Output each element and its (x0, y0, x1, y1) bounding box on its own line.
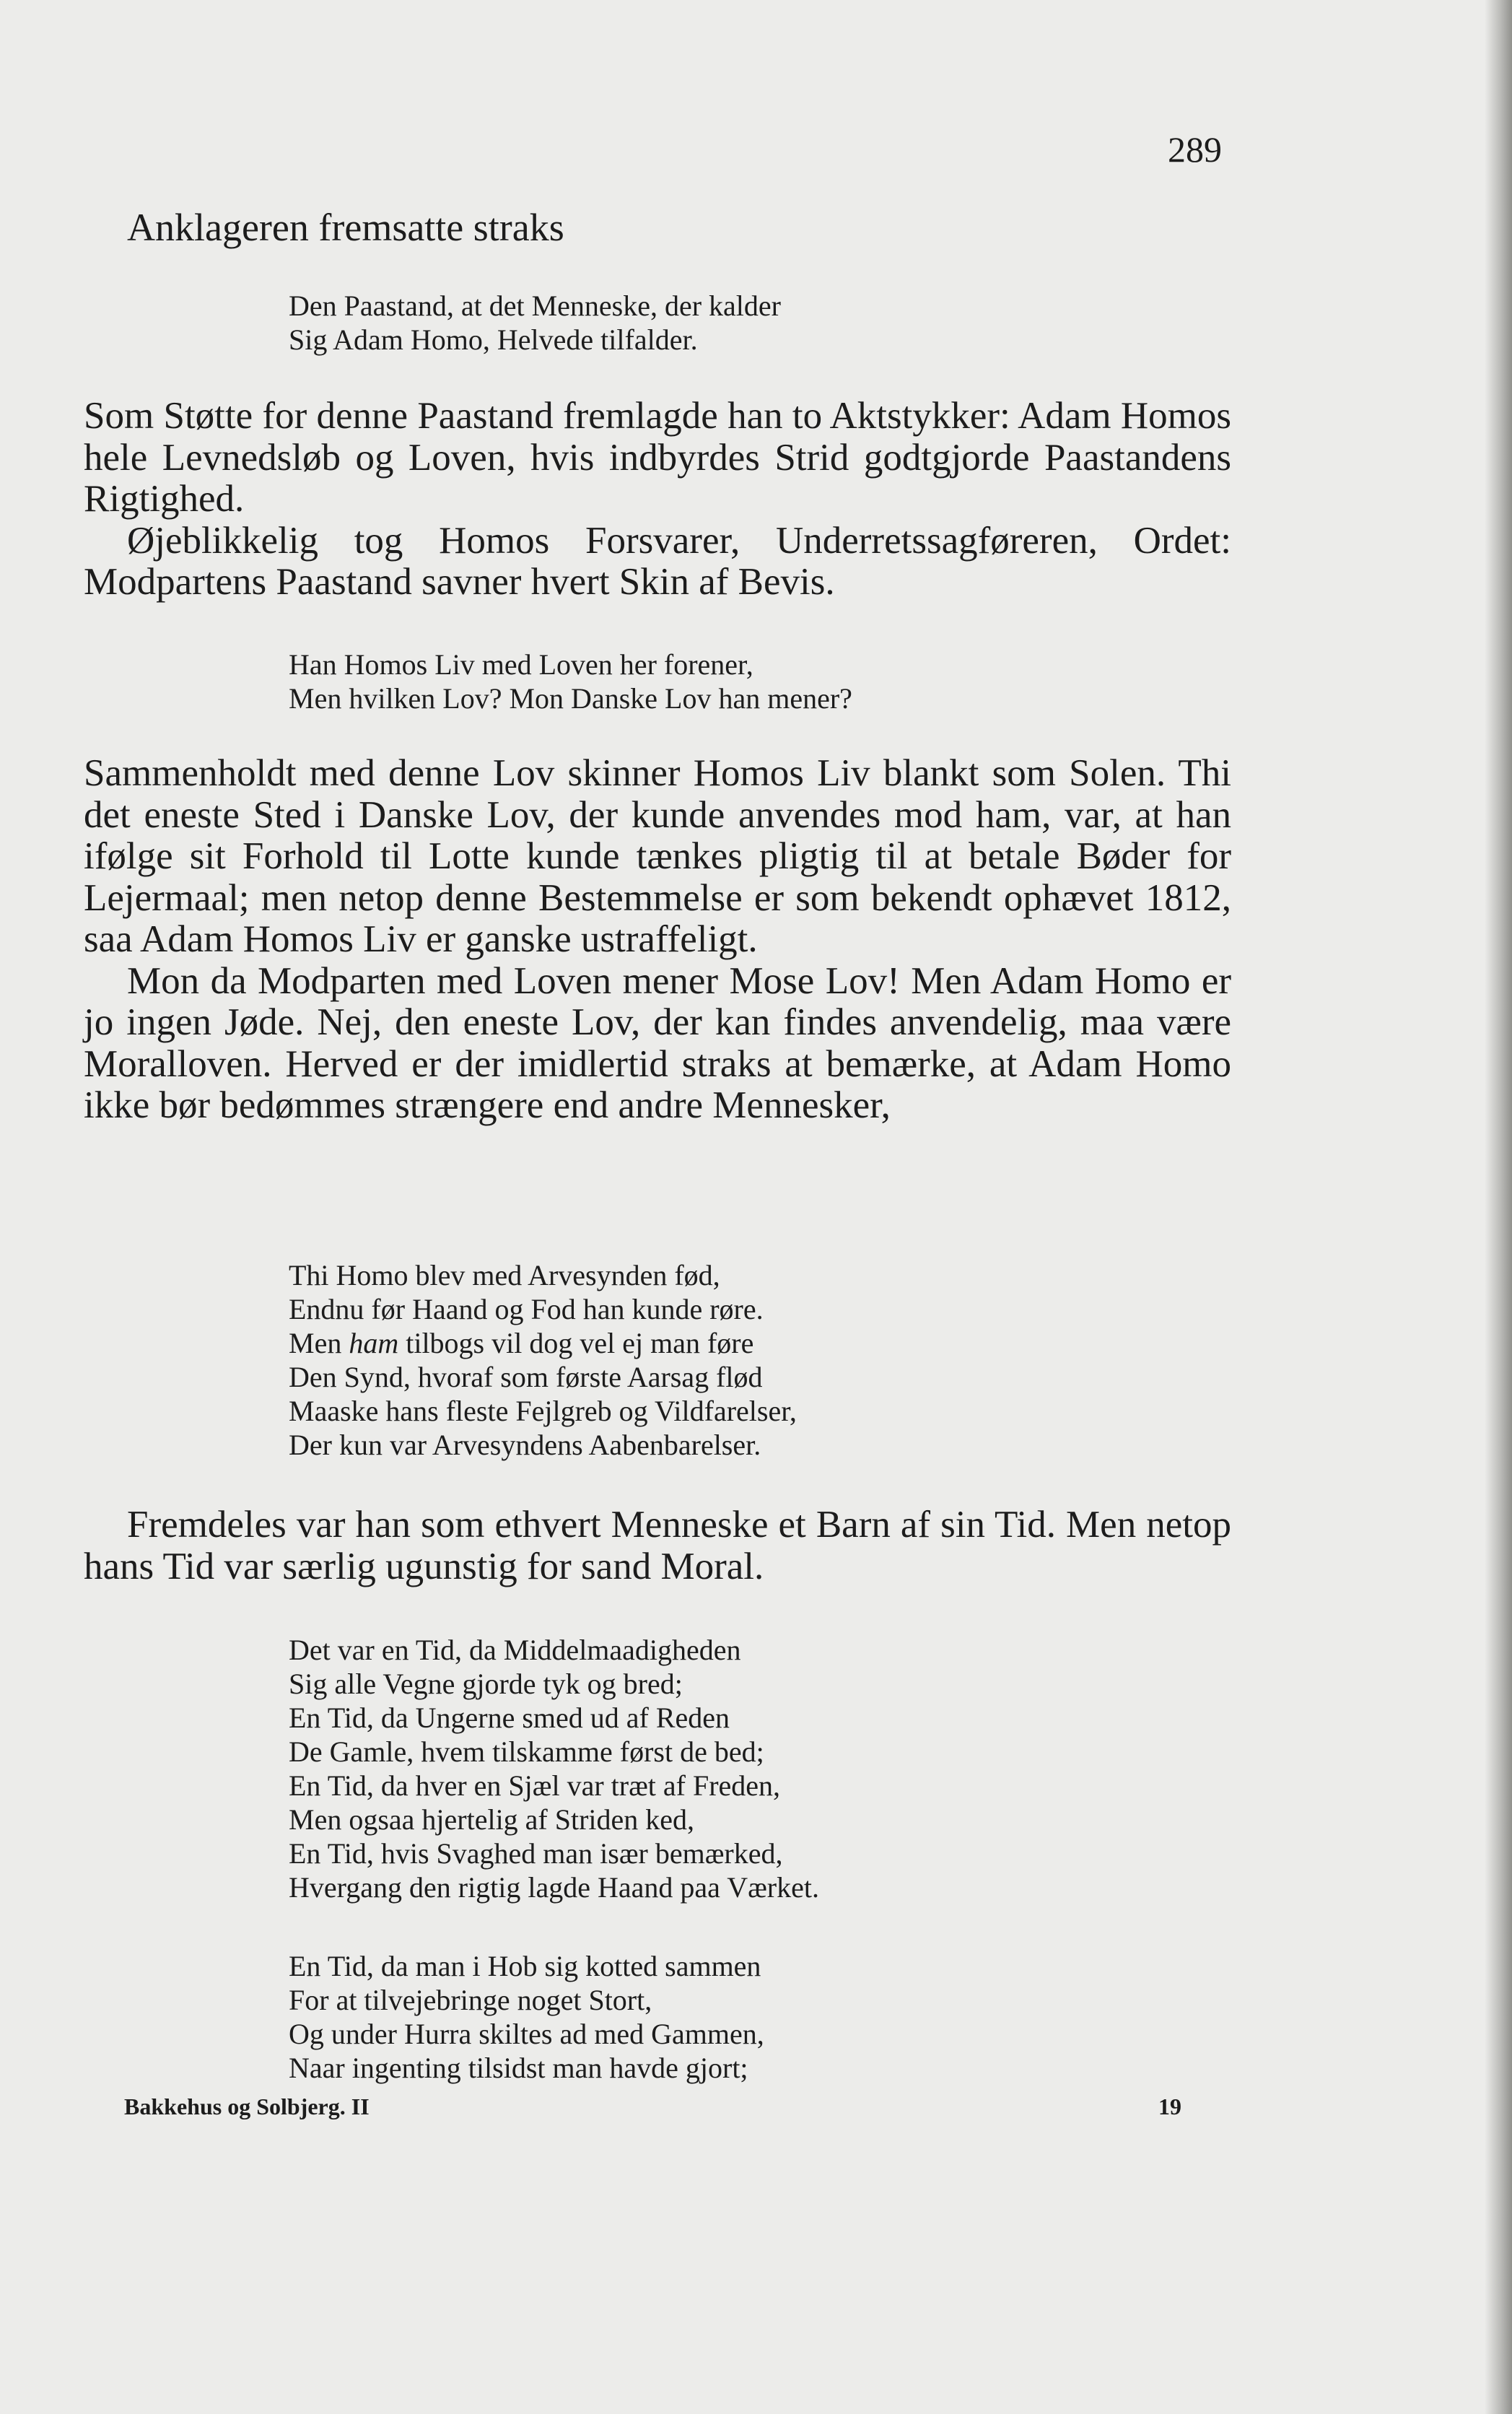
verse-line: Der kun var Arvesyndens Aabenbarelser. (289, 1429, 761, 1461)
scan-edge-shadow (1485, 0, 1512, 2414)
quote-verse-2: Han Homos Liv med Loven her forener, Men hvilken Lov? Mon Danske Lov han mener? (289, 648, 852, 715)
verse-stanza-1: Det var en Tid, da Middelmaadigheden Sig alle Vegne gjorde tyk og bred; En Tid, da Ungerne smed ud af Reden De Gamle, hvem tilskamme først de bed; En Tid, da hver en Sjæl var træt af Freden, Men ogsaa hjertelig af Striden ked, En Tid, hvis Svaghed man især bemærked, Hvergang den rigtig lagde Haand paa Værket. (289, 1634, 819, 1904)
paragraph: Øjeblikkelig tog Homos Forsvarer, Underretssagføreren, Ordet: Modpartens Paastand savner hvert Skin af Bevis. (84, 519, 1231, 603)
signature-mark: Bakkehus og Solbjerg. II (124, 2093, 370, 2119)
verse-line: Endnu før Haand og Fod han kunde røre. (289, 1293, 764, 1325)
paragraph: Som Støtte for denne Paastand fremlagde han to Aktstykker: Adam Homos hele Levnedsløb og Loven, hvis indbyrdes Strid godtgjorde Paastandens Rigtighed. (84, 395, 1231, 520)
verse-line: Den Synd, hvoraf som første Aarsag flød (289, 1361, 763, 1393)
verse-italic-word: ham (349, 1327, 399, 1359)
verse-stanza-2: En Tid, da man i Hob sig kotted sammen For at tilvejebringe noget Stort, Og under Hurra skiltes ad med Gammen, Naar ingenting tilsidst man havde gjort; (289, 1950, 764, 2084)
paragraph: Fremdeles var han som ethvert Menneske et Barn af sin Tid. Men netop hans Tid var særlig ugunstig for sand Moral. (84, 1504, 1231, 1587)
verse-line: Thi Homo blev med Arvesynden fød, (289, 1259, 720, 1291)
verse-line-start: Men (289, 1327, 349, 1359)
paragraph: Sammenholdt med denne Lov skinner Homos Liv blankt som Solen. Thi det eneste Sted i Danske Lov, der kunde anvendes mod ham, var, at han ifølge sit Forhold til Lotte kunde tænkes pligtig til at betale Bøder for Lejermaal; men netop denne Bestemmelse er som bekendt ophævet 1812, saa Adam Homos Liv er ganske ustraffeligt. (84, 752, 1231, 960)
verse-line: Maaske hans fleste Fejlgreb og Vildfarelser, (289, 1395, 797, 1427)
quote-verse-3 (289, 1258, 797, 1462)
page-number: 289 (1168, 129, 1222, 170)
signature-number: 19 (1158, 2093, 1181, 2119)
intro-line: Anklageren fremsatte straks (127, 206, 564, 249)
verse-line-end: tilbogs vil dog vel ej man føre (398, 1327, 754, 1359)
paragraph: Mon da Modparten med Loven mener Mose Lov! Men Adam Homo er jo ingen Jøde. Nej, den eneste Lov, der kan findes anvendelig, maa være Moralloven. Herved er der imidlertid straks at bemærke, at Adam Homo ikke bør bedømmes strængere end andre Mennesker, (84, 959, 1231, 1126)
prose-section-1 (84, 396, 1231, 604)
quote-verse-1: Den Paastand, at det Menneske, der kalder Sig Adam Homo, Helvede tilfalder. (289, 289, 781, 356)
prose-section-2 (84, 753, 1231, 1127)
prose-section-3 (84, 1504, 1231, 1587)
